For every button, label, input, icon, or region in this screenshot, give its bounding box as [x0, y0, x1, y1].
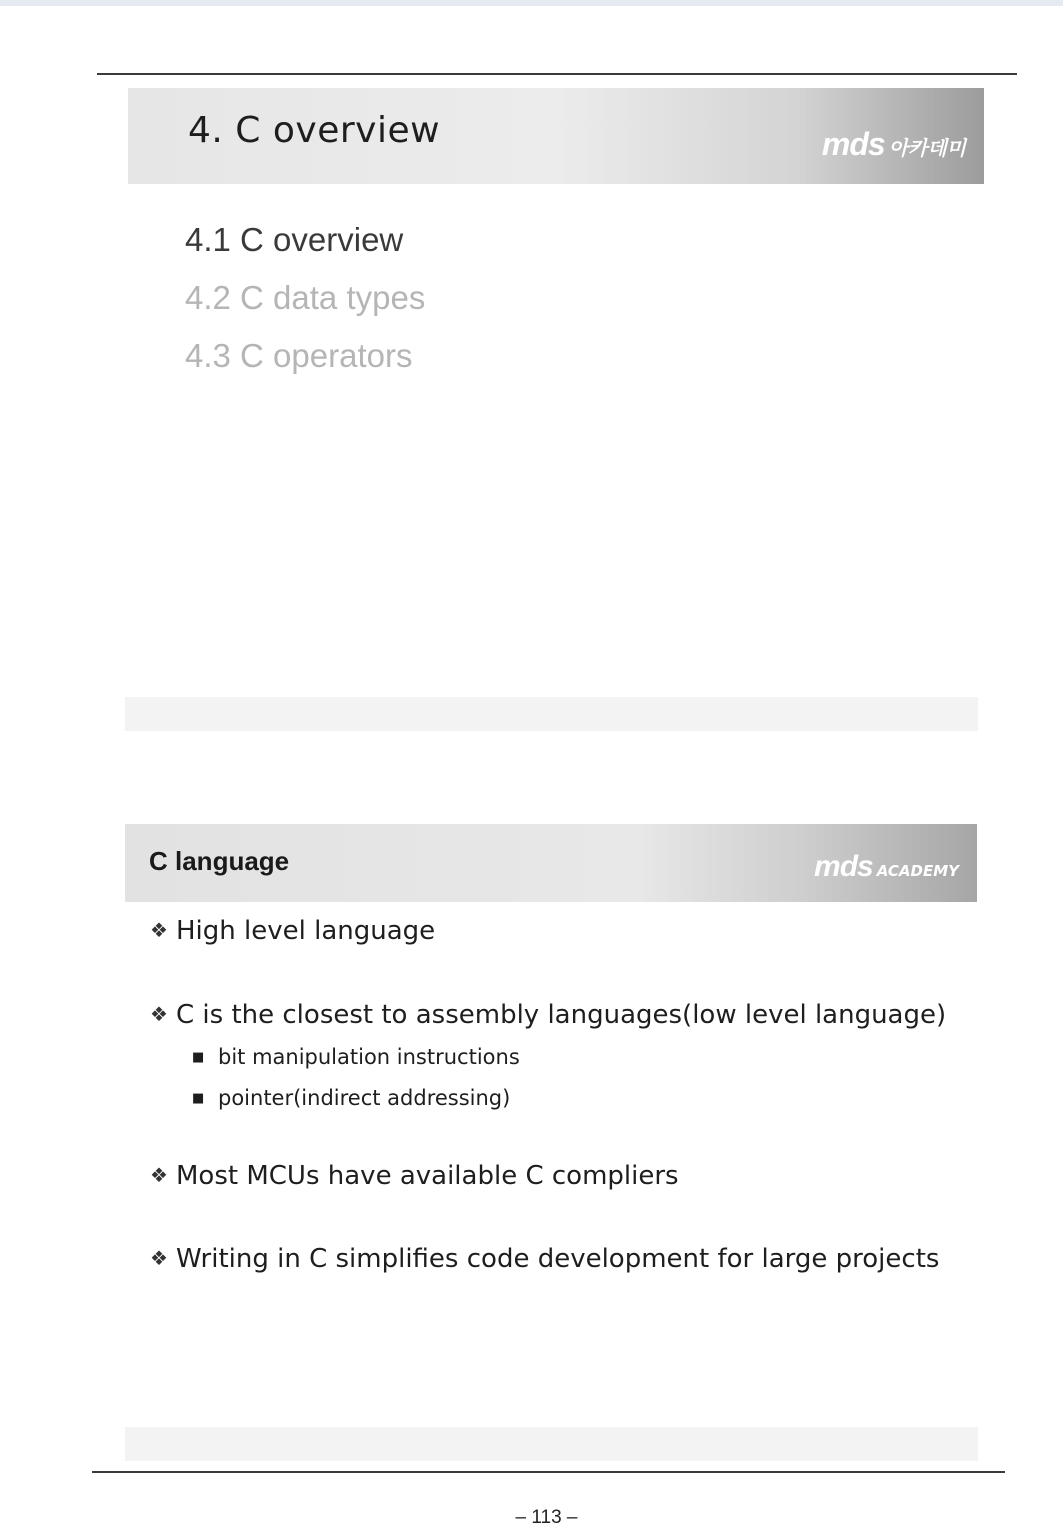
toc-item-active: 4.1 C overview [185, 221, 404, 258]
bullet-text: High level language [176, 916, 436, 946]
logo-subtext: ACADEMY [876, 862, 959, 880]
slide-footer-band [125, 1427, 978, 1461]
bottom-rule [92, 1471, 1005, 1473]
bullet-text: Most MCUs have available C compliers [176, 1161, 679, 1191]
page-number: – 113 – [515, 1507, 578, 1528]
bullet-item [150, 1244, 939, 1274]
diamond-bullet-icon: ❖ [150, 1246, 168, 1270]
diamond-bullet-icon: ❖ [150, 1163, 168, 1187]
section-title: C language [149, 846, 290, 876]
top-rule [97, 73, 1017, 75]
sub-bullet-text: bit manipulation instructions [218, 1045, 520, 1069]
bullet-text: C is the closest to assembly languages(low level language) [176, 1000, 947, 1030]
sub-bullet-item [192, 1045, 520, 1069]
bullet-item [150, 916, 435, 946]
toc-item: 4.3 C operators [185, 337, 413, 374]
slide-header [128, 88, 984, 184]
bullet-item [150, 1161, 679, 1191]
diamond-bullet-icon: ❖ [150, 1002, 168, 1026]
bullet-item [150, 1000, 946, 1030]
slide-title: 4. C overview [188, 110, 441, 151]
slide-footer-band [125, 697, 978, 731]
mds-academy-logo [822, 126, 966, 163]
table-of-contents [185, 218, 425, 392]
diamond-bullet-icon: ❖ [150, 918, 168, 942]
logo-text: mds [821, 126, 885, 162]
logo-text: mds [814, 850, 873, 883]
sub-bullet-item [192, 1086, 510, 1110]
logo-korean-text: 아카데미 [888, 136, 966, 160]
toc-item: 4.2 C data types [185, 279, 426, 316]
mds-academy-logo [814, 850, 959, 884]
page-top-tint [0, 0, 1063, 6]
section-header [125, 824, 977, 902]
square-bullet-icon: ■ [192, 1050, 205, 1065]
square-bullet-icon: ■ [192, 1091, 205, 1106]
sub-bullet-text: pointer(indirect addressing) [218, 1086, 511, 1110]
bullet-text: Writing in C simplifies code development for large projects [176, 1244, 940, 1274]
